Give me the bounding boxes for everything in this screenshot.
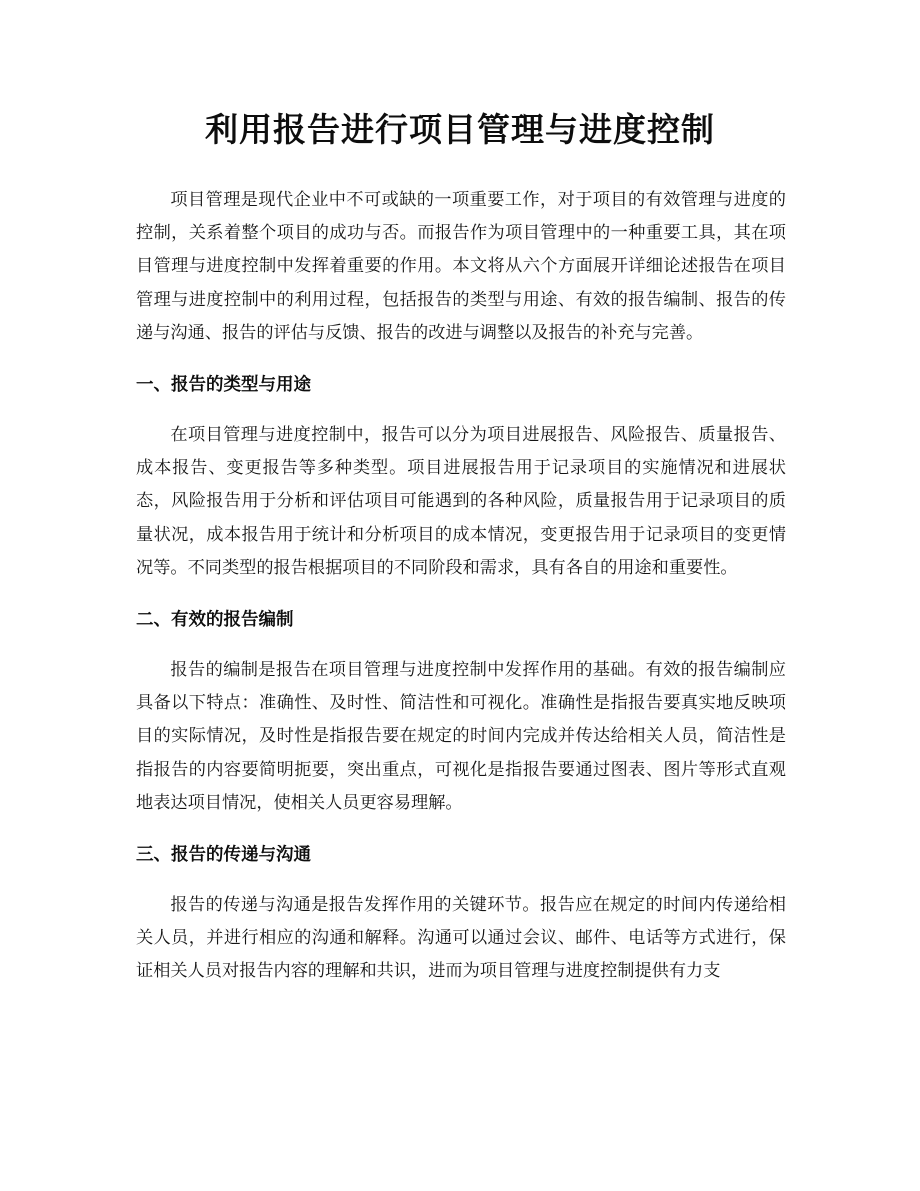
section-heading-1: 一、报告的类型与用途 (136, 375, 311, 396)
section-heading-2: 二、有效的报告编制 (136, 610, 294, 631)
section-paragraph-3: 报告的传递与沟通是报告发挥作用的关键环节。报告应在规定的时间内传递给相关人员，并进行相应的沟通和解释。沟通可以通过会议、邮件、电话等方式进行，保证相关人员对报告内容的理解和共识，进而为项目管理与进度控制提供有力支 (136, 895, 786, 982)
section-paragraph-2: 报告的编制是报告在项目管理与进度控制中发挥作用的基础。有效的报告编制应具备以下特点：准确性、及时性、简洁性和可视化。准确性是指报告要真实地反映项目的实际情况，及时性是指报告要在规定的时间内完成并传达给相关人员，简洁性是指报告的内容要简明扼要，突出重点，可视化是指报告要通过图表、图片等形式直观地表达项目情况，使相关人员更容易理解。 (136, 660, 786, 813)
document-title: 利用报告进行项目管理与进度控制 (205, 110, 715, 149)
section-heading-3: 三、报告的传递与沟通 (136, 845, 311, 866)
intro-paragraph: 项目管理是现代企业中不可或缺的一项重要工作，对于项目的有效管理与进度的控制，关系着整个项目的成功与否。而报告作为项目管理中的一种重要工具，其在项目管理与进度控制中发挥着重要的作用。本文将从六个方面展开详细论述报告在项目管理与进度控制中的利用过程，包括报告的类型与用途、有效的报告编制、报告的传递与沟通、报告的评估与反馈、报告的改进与调整以及报告的补充与完善。 (136, 190, 786, 343)
document-body (136, 184, 786, 989)
section-paragraph-1: 在项目管理与进度控制中，报告可以分为项目进展报告、风险报告、质量报告、成本报告、变更报告等多种类型。项目进展报告用于记录项目的实施情况和进展状态，风险报告用于分析和评估项目可能遇到的各种风险，质量报告用于记录项目的质量状况，成本报告用于统计和分析项目的成本情况，变更报告用于记录项目的变更情况等。不同类型的报告根据项目的不同阶段和需求，具有各自的用途和重要性。 (136, 425, 786, 578)
